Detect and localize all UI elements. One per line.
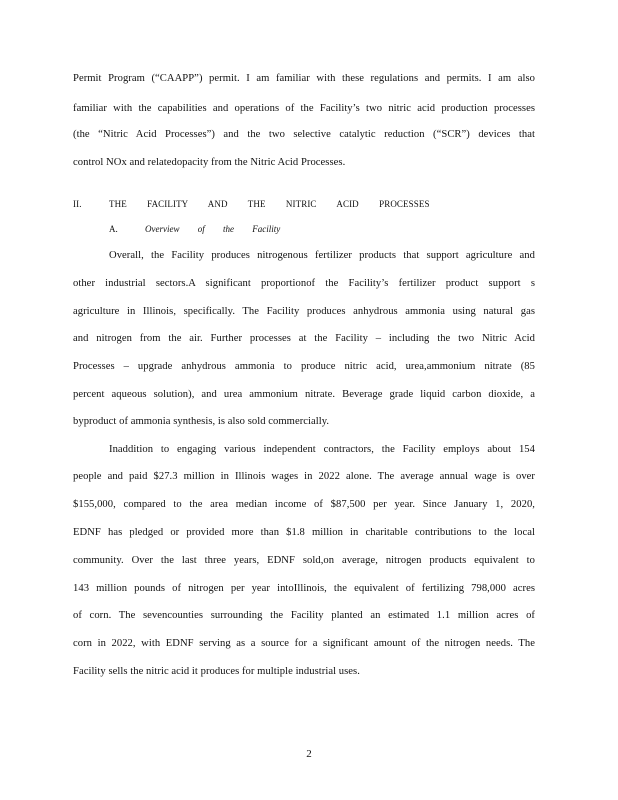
section-number: II. [73,199,82,209]
paragraph1-line-6: percent aqueous solution), and urea ammonium nitrate. Beverage grade liquid carbon dioxide, a [73,389,535,400]
paragraph2-line-7: of corn. The sevencounties surrounding the Facility planted an estimated 1.1 million acres of [73,610,535,621]
paragraph2-line-9: Facility sells the nitric acid it produces for multiple industrial uses. [73,666,360,677]
paragraph1-line-7: byproduct of ammonia synthesis, is also sold commercially. [73,416,330,427]
paragraph1-line-4: and nitrogen from the air. Further processes at the Facility – including the two Nitric Acid [73,333,535,344]
paragraph1-line-5: Processes – upgrade anhydrous ammonia to produce nitric acid, urea,ammonium nitrate (85 [73,361,535,372]
intro-line-2: familiar with the capabilities and operations of the Facility’s two nitric acid production processes [73,103,535,114]
paragraph2-line-1: Inaddition to engaging various independent contractors, the Facility employs about 154 [109,444,535,455]
paragraph2-line-6: 143 million pounds of nitrogen per year intoIllinois, the equivalent of fertilizing 798,000 acres [73,583,535,594]
subsection-letter: A. [109,224,118,234]
section-title: THE FACILITY AND THE NITRIC ACID PROCESSES [109,199,430,209]
paragraph2-line-2: people and paid $27.3 million in Illinois wages in 2022 alone. The average annual wage is over [73,471,535,482]
intro-line-1: Permit Program (“CAAPP”) permit. I am familiar with these regulations and permits. I am also [73,73,535,84]
intro-line-3: (the “Nitric Acid Processes”) and the two selective catalytic reduction (“SCR”) devices that [73,129,535,140]
section-heading [73,198,430,210]
page-number: 2 [306,748,312,760]
paragraph1-line-1: Overall, the Facility produces nitrogenous fertilizer products that support agriculture and [109,250,535,261]
paragraph1-line-3: agriculture in Illinois, specifically. The Facility produces anhydrous ammonia using natural gas [73,306,535,317]
paragraph2-line-5: community. Over the last three years, EDNF sold,on average, nitrogen products equivalent to [73,555,535,566]
paragraph2-line-8: corn in 2022, with EDNF serving as a source for a significant amount of the nitrogen needs. The [73,638,535,649]
paragraph2-line-4: EDNF has pledged or provided more than $1.8 million in charitable contributions to the local [73,527,535,538]
subsection-heading [109,223,280,235]
intro-line-4: control NOx and relatedopacity from the Nitric Acid Processes. [73,157,346,168]
paragraph1-line-2: other industrial sectors.A significant proportionof the Facility’s fertilizer product support s [73,278,535,289]
paragraph2-line-3: $155,000, compared to the area median income of $87,500 per year. Since January 1, 2020, [73,499,535,510]
subsection-title: Overview of the Facility [145,224,281,234]
